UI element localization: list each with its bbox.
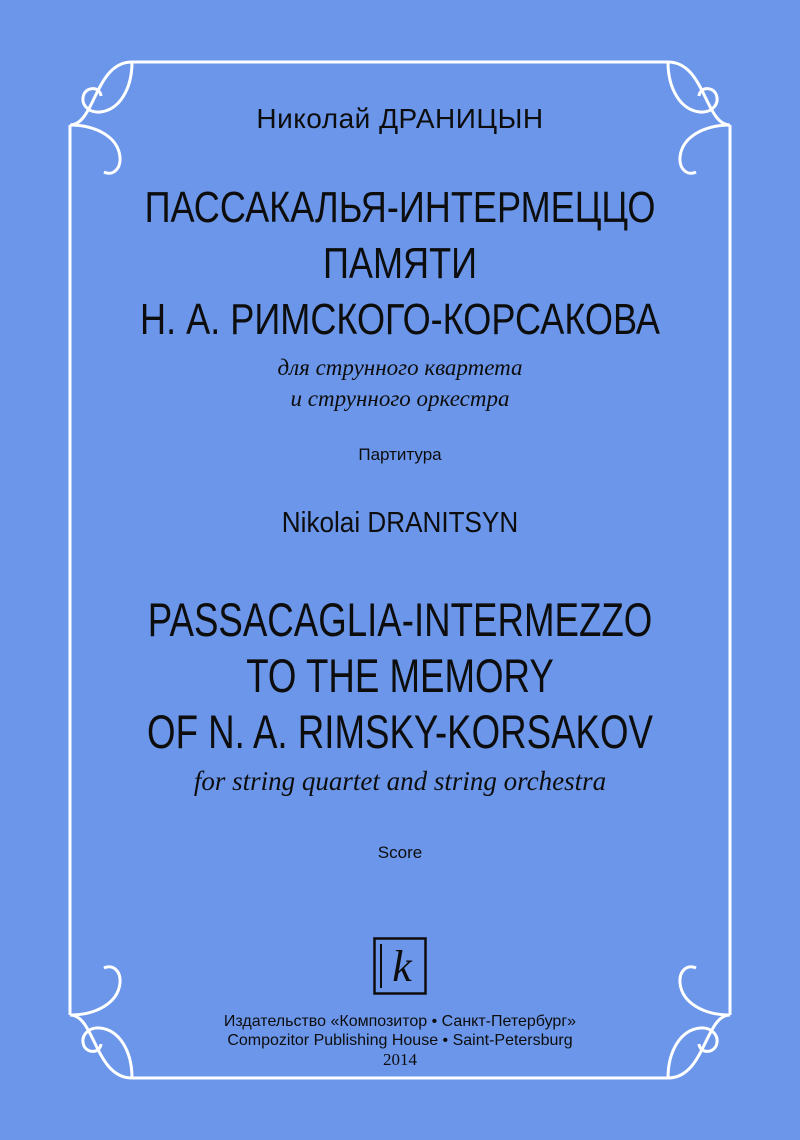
title-en-line-3: OF N. A. RIMSKY-KORSAKOV: [147, 705, 653, 758]
author-name-en: Nikolai DRANITSYN: [281, 507, 519, 539]
publication-year: 2014: [383, 1050, 417, 1069]
subtitle-ru-line-1: для струнного квартета: [277, 355, 523, 380]
score-label-en: Score: [377, 843, 423, 862]
author-name-ru: Николай ДРАНИЦЫН: [256, 103, 544, 134]
logo-letter: k: [392, 942, 412, 991]
publisher-logo-icon: [373, 937, 427, 995]
publisher-info: [0, 1012, 800, 1069]
title-en-line-2: TO THE MEMORY: [246, 649, 554, 702]
title-ru-line-2: ПАМЯТИ: [322, 239, 478, 288]
title-ru: [72, 180, 728, 348]
title-ru-line-1: ПАССАКАЛЬЯ-ИНТЕРМЕЦЦО: [144, 183, 656, 232]
subtitle-en: for string quartet and string orchestra: [193, 766, 607, 796]
score-label-ru: Партитура: [358, 445, 442, 464]
subtitle-ru: [0, 352, 800, 414]
publisher-line-en: Compozitor Publishing House • Saint-Petersburg: [227, 1032, 573, 1049]
publisher-line-ru: Издательство «Композитор • Санкт-Петербург»: [223, 1013, 577, 1030]
title-ru-line-3: Н. А. РИМСКОГО-КОРСАКОВА: [140, 295, 660, 344]
subtitle-ru-line-2: и струнного оркестра: [290, 386, 510, 411]
title-en-line-1: PASSACAGLIA-INTERMEZZO: [147, 593, 653, 646]
title-en: [88, 592, 712, 760]
